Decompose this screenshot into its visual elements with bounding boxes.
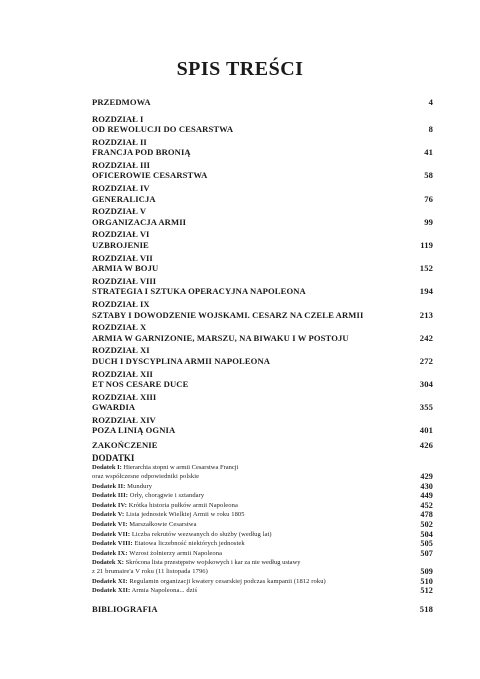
chapter-row [92, 356, 433, 367]
appendix-line [92, 464, 433, 473]
toc-appendix-entry[interactable] [92, 511, 433, 520]
chapter-row [92, 194, 433, 205]
toc-appendix-entry[interactable] [92, 521, 433, 530]
appendix-name: Dodatek XII: [92, 587, 131, 595]
chapter-row [92, 310, 433, 321]
chapter-list [92, 114, 433, 436]
chapter-page: 58 [424, 170, 433, 181]
entry-label: BIBLIOGRAFIA [92, 603, 158, 614]
chapter-number: ROZDZIAŁ XII [92, 368, 153, 379]
chapter-row [92, 286, 433, 297]
appendix-row [92, 492, 433, 501]
chapter-title: ARMIA W BOJU [92, 263, 159, 274]
toc-appendix-entry[interactable] [92, 531, 433, 540]
appendix-page: 449 [420, 491, 433, 501]
chapter-number: ROZDZIAŁ XIV [92, 414, 156, 425]
appendix-name: Dodatek X: [92, 559, 124, 567]
appendix-page: 452 [420, 500, 433, 510]
appendix-title: Skrócona lista przestępstw wojskowych i kar za nie według ustawy [125, 559, 301, 567]
chapter-page: 76 [424, 193, 433, 204]
toc-chapter-entry[interactable] [92, 253, 433, 274]
chapter-title: FRANCJA POD BRONIĄ [92, 147, 191, 158]
toc-chapter-entry[interactable] [92, 299, 433, 320]
chapter-title: OFICEROWIE CESARSTWA [92, 170, 208, 181]
chapter-title: OD REWOLUCJI DO CESARSTWA [92, 124, 234, 134]
toc-entry-bibliografia[interactable] [92, 604, 433, 615]
chapter-row [92, 333, 433, 344]
toc-chapter-entry[interactable] [92, 114, 433, 135]
chapter-title: DUCH I DYSCYPLINA ARMII NAPOLEONA [92, 355, 271, 366]
appendix-name: Dodatek VI: [92, 521, 128, 528]
chapter-number: ROZDZIAŁ IX [92, 299, 150, 309]
appendix-title: Wzrost żołnierzy armii Napoleona [129, 549, 223, 557]
toc-appendix-entry[interactable] [92, 578, 433, 587]
appendix-row [92, 578, 433, 587]
entry-page: 518 [419, 603, 433, 614]
chapter-number: ROZDZIAŁ XIII [92, 391, 157, 402]
appendix-page: 430 [420, 481, 433, 491]
chapter-number: ROZDZIAŁ VII [92, 252, 153, 263]
chapter-page: 8 [428, 124, 433, 134]
toc-chapter-entry[interactable] [92, 345, 433, 366]
toc-appendix-entry[interactable] [92, 587, 433, 596]
toc-chapter-entry[interactable] [92, 392, 433, 413]
toc-chapter-entry[interactable] [92, 276, 433, 297]
entry-label: PRZEDMOWA [92, 97, 151, 107]
chapter-number: ROZDZIAŁ I [92, 113, 144, 124]
chapter-page: 99 [424, 216, 433, 227]
toc-chapter-entry[interactable] [92, 369, 433, 390]
appendix-row [92, 483, 433, 492]
appendix-title: Regulamin organizacji kwatery cesarskiej podczas kampanii (1812 roku) [129, 577, 326, 585]
appendix-row [92, 540, 433, 549]
appendix-title: Hierarchia stopni w armii Cesarstwa Francji [123, 464, 239, 472]
chapter-row [92, 217, 433, 228]
appendix-page: 512 [420, 586, 433, 596]
appendix-title: Mundury [127, 482, 153, 490]
table-of-contents [92, 97, 433, 614]
chapter-number: ROZDZIAŁ VIII [92, 275, 157, 286]
appendix-row [92, 531, 433, 540]
chapter-row [92, 425, 433, 436]
appendix-name: Dodatek IV: [92, 501, 127, 509]
chapter-title: GENERALICJA [92, 193, 156, 204]
chapter-page: 401 [419, 425, 433, 436]
chapter-page: 213 [419, 309, 433, 320]
entry-page: 426 [419, 439, 433, 450]
chapter-title: ORGANIZACJA ARMII [92, 216, 187, 227]
toc-chapter-entry[interactable] [92, 137, 433, 158]
appendix-name: Dodatek II: [92, 482, 126, 490]
appendix-title: Armia Napoleona... dziś [131, 587, 198, 595]
appendix-line [92, 559, 433, 568]
chapter-title: SZTABY I DOWODZENIE WOJSKAMI. CESARZ NA CZELE ARMII [92, 309, 364, 320]
appendix-title: Etatowa liczebność niektórych jednostek [134, 540, 245, 548]
entry-page: 4 [428, 97, 433, 107]
chapter-title: POZA LINIĄ OGNIA [92, 425, 176, 436]
appendix-title: Marszałkowie Cesarstwa [129, 521, 197, 528]
chapter-row [92, 240, 433, 251]
chapter-number: ROZDZIAŁ III [92, 159, 151, 170]
chapter-title: STRATEGIA I SZTUKA OPERACYJNA NAPOLEONA [92, 286, 306, 297]
chapter-page: 304 [419, 379, 433, 390]
appendix-row [92, 473, 433, 482]
appendix-title-cont: oraz współczesne odpowiedniki polskie [92, 473, 200, 481]
appendix-title: Liczba rekrutów wezwanych do służby (według lat) [131, 530, 272, 538]
chapter-title: ET NOS CESARE DUCE [92, 379, 189, 390]
appendix-title: Krótka historia pułków armii Napoleona [128, 501, 238, 509]
toc-chapter-entry[interactable] [92, 183, 433, 204]
appendix-name: Dodatek III: [92, 492, 129, 500]
toc-chapter-entry[interactable] [92, 415, 433, 436]
chapter-row [92, 147, 433, 158]
appendix-page: 510 [420, 576, 433, 586]
chapter-title: GWARDIA [92, 402, 136, 413]
appendix-row [92, 550, 433, 559]
toc-appendix-entry[interactable] [92, 492, 433, 501]
toc-appendix-entry[interactable] [92, 483, 433, 492]
chapter-page: 272 [419, 355, 433, 366]
chapter-row [92, 170, 433, 181]
appendix-page: 505 [420, 539, 433, 549]
toc-entry-zakonczenie[interactable] [92, 440, 433, 451]
appendix-title-cont: z 21 brumaire'a V roku (11 listopada 1796) [92, 567, 208, 575]
page-title: SPIS TREŚCI [176, 58, 304, 80]
toc-chapter-entry[interactable] [92, 229, 433, 250]
chapter-row [92, 379, 433, 390]
chapter-row [92, 402, 433, 413]
toc-chapter-entry[interactable] [92, 322, 433, 343]
appendix-title: Lista jednostek Wielkiej Armii w roku 1805 [125, 511, 245, 519]
chapter-page: 119 [420, 239, 433, 250]
appendix-row [92, 568, 433, 577]
appendix-page: 478 [420, 510, 433, 520]
toc-appendix-entry[interactable] [92, 550, 433, 559]
toc-chapter-entry[interactable] [92, 206, 433, 227]
chapter-page: 41 [424, 147, 433, 158]
appendix-page: 504 [420, 529, 433, 539]
appendix-page: 502 [420, 520, 433, 529]
appendix-page: 509 [420, 566, 433, 576]
appendix-row [92, 502, 433, 511]
appendix-name: Dodatek VII: [92, 530, 131, 538]
toc-appendix-entry[interactable] [92, 540, 433, 549]
toc-appendix-entry[interactable] [92, 464, 433, 481]
appendix-name: Dodatek VIII: [92, 540, 133, 548]
chapter-number: ROZDZIAŁ II [92, 136, 147, 147]
appendix-name: Dodatek I: [92, 464, 122, 472]
appendix-page: 507 [420, 548, 433, 558]
chapter-page: 242 [419, 332, 433, 343]
toc-appendix-entry[interactable] [92, 559, 433, 576]
appendix-page: 429 [420, 472, 433, 482]
chapter-number: ROZDZIAŁ VI [92, 229, 150, 240]
toc-entry-przedmowa[interactable] [92, 97, 433, 108]
appendix-row [92, 511, 433, 520]
chapter-row [92, 263, 433, 274]
appendix-name: Dodatek IX: [92, 549, 128, 557]
chapter-number: ROZDZIAŁ XI [92, 345, 150, 356]
chapter-title: UZBROJENIE [92, 239, 149, 250]
appendix-row [92, 587, 433, 596]
appendix-title: Orły, chorągwie i sztandary [129, 492, 205, 500]
section-dodatki: DODATKI [92, 453, 135, 464]
chapter-number: ROZDZIAŁ X [92, 322, 147, 333]
chapter-title: ARMIA W GARNIZONIE, MARSZU, NA BIWAKU I W POSTOJU [92, 332, 349, 343]
chapter-number: ROZDZIAŁ V [92, 206, 147, 217]
appendix-name: Dodatek XI: [92, 577, 128, 585]
chapter-number: ROZDZIAŁ IV [92, 183, 150, 194]
entry-label: ZAKOŃCZENIE [92, 439, 158, 450]
toc-appendix-entry[interactable] [92, 502, 433, 511]
chapter-page: 194 [419, 286, 433, 297]
appendix-row [92, 521, 433, 530]
chapter-row [92, 124, 433, 135]
chapter-page: 355 [419, 402, 433, 413]
appendix-list [92, 464, 433, 595]
appendix-name: Dodatek V: [92, 511, 125, 519]
chapter-page: 152 [419, 263, 433, 274]
toc-chapter-entry[interactable] [92, 160, 433, 181]
